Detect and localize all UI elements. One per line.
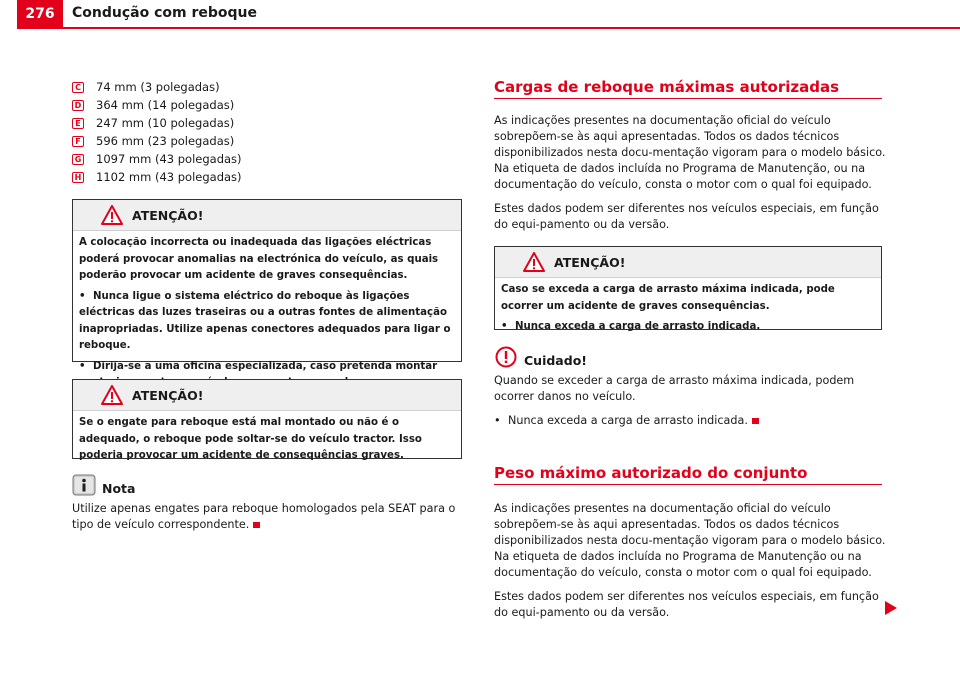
list-item xyxy=(72,132,242,150)
caution-body xyxy=(494,373,886,437)
note-header xyxy=(72,474,135,496)
letter-badge: H xyxy=(72,172,84,183)
measurement-value: 364 mm (14 polegadas) xyxy=(96,98,235,112)
paragraph: Estes dados podem ser diferentes nos veículos especiais, em função do equi-pamento ou da versão. xyxy=(494,202,879,231)
section-title: Cargas de reboque máximas autorizadas xyxy=(494,78,840,96)
section-body xyxy=(494,113,886,241)
letter-badge: F xyxy=(72,136,84,147)
warning-bullet: • Dirija-se a uma oficina especializada, caso pretenda montar xyxy=(79,359,455,392)
note-text: Utilize apenas engates para reboque homologados pela SEAT para o tipo de veículo correspondente. xyxy=(72,502,456,531)
page-header xyxy=(0,0,960,28)
measurement-value: 247 mm (10 polegadas) xyxy=(96,116,235,130)
warning-triangle-icon xyxy=(523,252,545,272)
warning-box-towload xyxy=(494,246,882,330)
warning-text: A colocação incorrecta ou inadequada das ligações eléctricas poderá provocar anomalias na electrónica do veículo, as quais poderão provocar um acidente de graves consequências. xyxy=(79,237,439,281)
bullet-icon: • xyxy=(79,360,86,372)
list-item xyxy=(72,150,242,168)
warning-bullet: • Nunca exceda a carga de arrasto indicada. xyxy=(501,319,875,336)
end-of-section-icon xyxy=(752,418,759,424)
warning-triangle-icon xyxy=(101,385,123,405)
warning-body xyxy=(73,231,461,392)
list-item xyxy=(72,78,242,96)
measurements-list xyxy=(72,78,242,186)
warning-title: ATENÇÃO! xyxy=(132,387,204,403)
letter-badge: G xyxy=(72,154,84,165)
warning-text: Caso se exceda a carga de arrasto máxima indicada, pode ocorrer um acidente de graves consequências. xyxy=(501,284,835,312)
measurement-value: 1097 mm (43 polegadas) xyxy=(96,152,242,166)
warning-box-electrical xyxy=(72,199,462,372)
end-of-section-icon xyxy=(253,522,260,528)
section-divider xyxy=(494,484,882,485)
list-item xyxy=(72,168,242,186)
note-body xyxy=(72,501,464,541)
measurement-value: 1102 mm (43 polegadas) xyxy=(96,170,242,184)
letter-badge: D xyxy=(72,100,84,111)
note-title: Nota xyxy=(102,481,136,496)
warning-box-hitch xyxy=(72,379,462,459)
letter-badge: C xyxy=(72,82,84,93)
paragraph: As indicações presentes na documentação oficial do veículo sobrepõem-se às aqui apresentadas. Todos os dados técnicos disponibilizados nesta docu-mentação vigoram para o modelo básico. Na etiqueta de dados incluída no Programa de Manutenção, ou na documentação do veículo, consta o motor com o qual foi equipado. xyxy=(494,114,886,191)
page-number: 276 xyxy=(17,0,63,28)
info-icon xyxy=(72,474,96,496)
caution-icon xyxy=(494,346,518,368)
continue-arrow-icon xyxy=(884,600,898,616)
list-item xyxy=(72,114,242,132)
warning-title: ATENÇÃO! xyxy=(554,254,626,270)
warning-header xyxy=(73,200,461,231)
page-title: Condução com reboque xyxy=(72,5,257,21)
section-title: Peso máximo autorizado do conjunto xyxy=(494,464,808,482)
warning-header xyxy=(495,247,881,278)
section-body xyxy=(494,501,886,629)
bullet-icon: • xyxy=(501,321,508,332)
bullet-icon: • xyxy=(494,414,501,427)
warning-title: ATENÇÃO! xyxy=(132,207,204,223)
header-divider xyxy=(17,27,960,29)
warning-body xyxy=(73,411,461,465)
caution-bullet: • Nunca exceda a carga de arrasto indicada. xyxy=(494,413,886,429)
bullet-icon: • xyxy=(79,290,86,302)
warning-body xyxy=(495,278,881,336)
caution-header xyxy=(494,346,587,368)
paragraph: As indicações presentes na documentação oficial do veículo sobrepõem-se às aqui apresentadas. Todos os dados técnicos disponibilizados nesta docu-mentação vigoram para o modelo básico. Na etiqueta de dados incluída no Programa de Manutenção ou na documentação do veículo, consta o motor com o qual foi equipado. xyxy=(494,502,886,579)
warning-bullet: • Nunca ligue o sistema eléctrico do reboque às ligações eléctricas das luzes traseiras ou a outras fontes de alimentação inapropriadas. Utilize apenas conectores adequados para ligar o reboque. xyxy=(79,290,451,351)
caution-title: Cuidado! xyxy=(524,353,587,368)
list-item xyxy=(72,96,242,114)
letter-badge: E xyxy=(72,118,84,129)
paragraph: Estes dados podem ser diferentes nos veículos especiais, em função do equi-pamento ou da versão. xyxy=(494,590,879,619)
measurement-value: 596 mm (23 polegadas) xyxy=(96,134,235,148)
warning-triangle-icon xyxy=(101,205,123,225)
section-divider xyxy=(494,98,882,99)
measurement-value: 74 mm (3 polegadas) xyxy=(96,80,220,94)
caution-text: Quando se exceder a carga de arrasto máxima indicada, podem ocorrer danos no veículo. xyxy=(494,374,855,403)
warning-text: Se o engate para reboque está mal montado ou não é o adequado, o reboque pode soltar-se do veículo tractor. Isso poderia provocar um acidente de consequências graves. xyxy=(79,417,422,461)
warning-header xyxy=(73,380,461,411)
